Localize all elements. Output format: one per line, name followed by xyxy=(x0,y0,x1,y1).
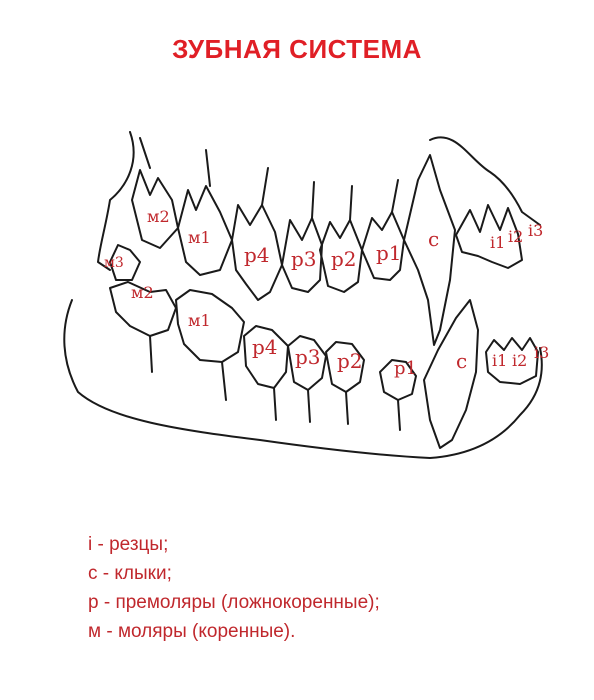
label-lower-p1: р1 xyxy=(394,358,417,379)
lower-jaw-outline xyxy=(64,300,542,458)
label-upper-c: с xyxy=(428,227,440,251)
label-upper-p4: р4 xyxy=(244,243,270,267)
label-upper-i2: i2 xyxy=(508,227,524,246)
label-upper-i1: i1 xyxy=(490,233,506,252)
label-lower-c: с xyxy=(456,349,468,373)
legend-incisors: i - резцы; xyxy=(88,534,169,555)
label-upper-p3: р3 xyxy=(291,247,317,271)
label-upper-p2: р2 xyxy=(331,247,357,271)
diagram-title: ЗУБНАЯ СИСТЕМА xyxy=(172,34,422,64)
label-upper-m1: м1 xyxy=(188,228,211,247)
label-lower-p3: р3 xyxy=(295,345,321,369)
legend-premolars: р - премоляры (ложнокоренные); xyxy=(88,592,380,613)
label-upper-p1: р1 xyxy=(376,241,402,265)
label-upper-m3: м3 xyxy=(104,255,124,271)
label-lower-m1: м1 xyxy=(188,311,211,330)
label-lower-p2: р2 xyxy=(337,349,363,373)
label-upper-i3: i3 xyxy=(528,221,544,240)
label-lower-m2: м2 xyxy=(131,283,154,302)
label-lower-i1: i1 xyxy=(492,351,508,370)
upper-roots xyxy=(140,138,398,220)
label-upper-m2: м2 xyxy=(147,207,170,226)
lower-canine xyxy=(424,300,478,448)
label-lower-i3: i3 xyxy=(534,343,550,362)
label-lower-i2: i2 xyxy=(512,351,528,370)
legend-canines: с - клыки; xyxy=(88,563,172,584)
label-lower-p4: р4 xyxy=(252,335,278,359)
legend xyxy=(88,530,380,646)
legend-molars: м - моляры (коренные). xyxy=(88,621,296,642)
